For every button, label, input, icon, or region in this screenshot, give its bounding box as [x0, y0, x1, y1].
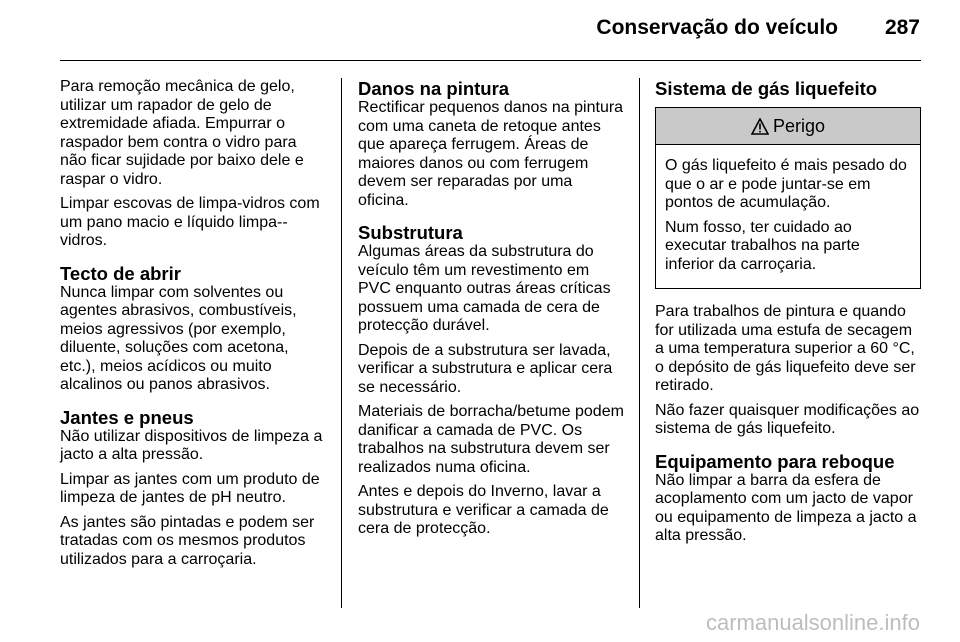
paragraph: Algumas áreas da substrutura do veículo têm um revestimento em PVC enquanto outras áreas críticas possuem uma camada de cera de protecção durável.	[358, 243, 611, 334]
danger-box	[655, 107, 921, 289]
paragraph: Num fosso, ter cuidado ao executar trabalhos na parte inferior da carroçaria.	[665, 218, 860, 273]
danger-title: Perigo	[772, 115, 826, 136]
paragraph: Antes e depois do Inverno, lavar a substrutura e verificar a camada de cera de protecção.	[358, 483, 609, 537]
section-heading: Tecto de abrir	[60, 262, 181, 284]
paragraph: Nunca limpar com solventes ou agentes abrasivos, combustíveis, meios agressivos (por exemplo, diluente, soluções com acetona, etc.), meios acídicos ou muito alcalinos ou panos abrasivos.	[60, 283, 297, 393]
column-3	[655, 78, 921, 552]
paragraph: Não utilizar dispositivos de limpeza a jacto a alta pressão.	[60, 427, 323, 463]
column-divider-1	[341, 78, 342, 608]
paragraph: Materiais de borracha/betume podem danificar a camada de PVC. Os trabalhos na substrutura devem ser realizados numa oficina.	[358, 403, 624, 476]
page-number: 287	[884, 16, 920, 39]
column-divider-2	[639, 78, 640, 608]
section-heading: Jantes e pneus	[60, 406, 194, 428]
header-rule	[60, 60, 921, 61]
section-heading: Substrutura	[358, 222, 463, 243]
page-title: Conservação do veículo	[596, 16, 838, 39]
section-paint-damage	[358, 78, 624, 210]
column-2	[358, 78, 624, 545]
section-heading: Sistema de gás liquefeito	[655, 78, 878, 99]
paragraph: O gás liquefeito é mais pesado do que o ar e pode juntar-se em pontos de acumulação.	[665, 157, 907, 211]
paragraph: Rectificar pequenos danos na pintura com uma caneta de retoque antes que apareça ferrugem. Áreas de maiores danos ou com ferrugem devem ser reparadas por uma oficina.	[358, 99, 624, 209]
paragraph: Limpar as jantes com um produto de limpeza de jantes de pH neutro.	[60, 470, 320, 506]
section-underbody	[358, 222, 624, 539]
warning-triangle-icon	[751, 118, 769, 135]
danger-body	[656, 145, 920, 288]
paragraph: Não fazer quaisquer modificações ao sistema de gás liquefeito.	[655, 401, 920, 437]
watermark: carmanualsonline.info	[705, 610, 920, 635]
paragraph: Não limpar a barra da esfera de acoplamento com um jacto de vapor ou equipamento de limpeza a jacto a alta pressão.	[655, 471, 917, 544]
section-wheels	[60, 407, 327, 570]
section-sunroof	[60, 263, 327, 395]
paragraph: Limpar escovas de limpa-vidros com um pano macio e líquido limpa--vidros.	[60, 195, 320, 249]
section-heading: Danos na pintura	[358, 78, 510, 99]
section-towing-equipment	[655, 451, 921, 546]
paragraph: Depois de a substrutura ser lavada, verificar a substrutura e aplicar cera se necessário.	[358, 341, 613, 396]
section-heading: Equipamento para reboque	[655, 450, 895, 472]
paragraph: Para trabalhos de pintura e quando for utilizada uma estufa de secagem a uma temperatura superior a 60 °C, o depósito de gás liquefeito deve ser retirado.	[655, 303, 916, 394]
page-header	[0, 0, 960, 62]
paragraph: As jantes são pintadas e podem ser tratadas com os mesmos produtos utilizados para a carroçaria.	[60, 513, 315, 568]
paragraph: Para remoção mecânica de gelo, utilizar um rapador de gelo de extremidade afiada. Empurrar o raspador bem contra o vidro para não ficar sujidade por baixo dele e raspar o vidro.	[60, 78, 304, 188]
danger-header	[656, 108, 920, 145]
column-1	[60, 78, 327, 575]
